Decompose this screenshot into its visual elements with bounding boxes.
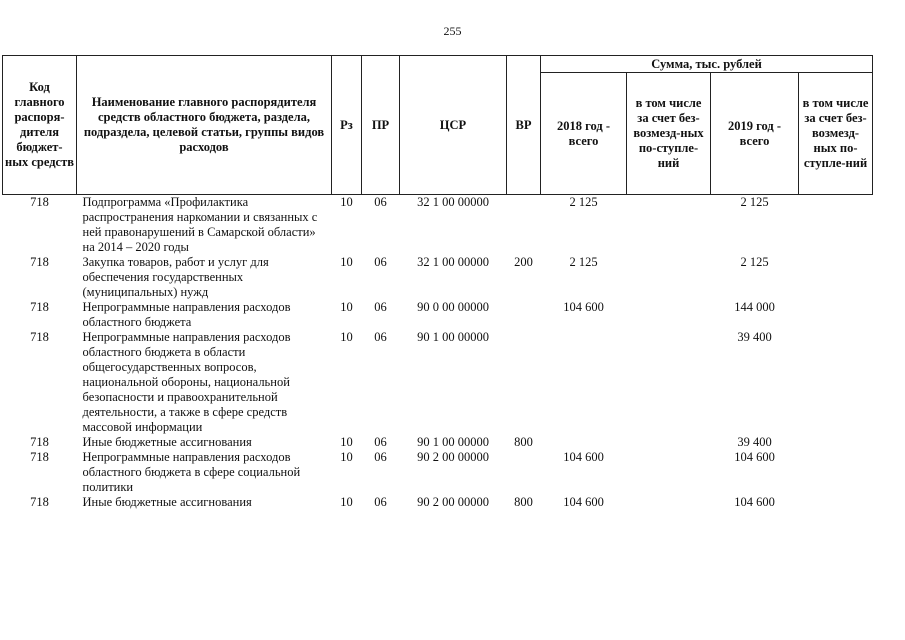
cell-csr: 32 1 00 00000 xyxy=(417,195,489,209)
cell-csr: 90 1 00 00000 xyxy=(417,435,489,449)
cell-2019-free xyxy=(799,450,873,495)
cell-2018-free xyxy=(627,450,711,495)
cell-pr: 06 xyxy=(374,195,387,209)
cell-csr: 90 2 00 00000 xyxy=(417,495,489,509)
cell-name: Подпрограмма «Профилактика распространения наркомании и связанных с ней правонарушений в Самарской области» на 2014 – 2020 годы xyxy=(82,195,318,254)
cell-2019-total: 144 000 xyxy=(734,300,775,314)
table-body xyxy=(3,195,873,511)
cell-name: Непрограммные направления расходов областного бюджета в области общегосударственных вопросов, национальной обороны, национальной безопасности и правоохранительной деятельности, а также в сфере средств массовой информации xyxy=(82,330,291,434)
cell-code: 718 xyxy=(30,195,49,209)
cell-2018-free xyxy=(627,435,711,450)
cell-pr: 06 xyxy=(374,450,387,464)
table-row xyxy=(3,195,873,256)
cell-code: 718 xyxy=(30,450,49,464)
cell-vr xyxy=(507,195,541,256)
table-row xyxy=(3,255,873,300)
cell-pr: 06 xyxy=(374,330,387,344)
cell-rz: 10 xyxy=(340,330,353,344)
cell-2018-total: 2 125 xyxy=(569,255,598,269)
cell-vr: 800 xyxy=(514,495,533,509)
cell-rz: 10 xyxy=(340,195,353,209)
cell-2019-free xyxy=(799,495,873,510)
cell-2019-total: 2 125 xyxy=(740,255,769,269)
cell-code: 718 xyxy=(30,300,49,314)
cell-2018-free xyxy=(627,495,711,510)
table-row xyxy=(3,330,873,435)
cell-2019-total: 104 600 xyxy=(734,495,775,509)
cell-pr: 06 xyxy=(374,300,387,314)
cell-pr: 06 xyxy=(374,255,387,269)
cell-name: Иные бюджетные ассигнования xyxy=(82,435,252,449)
cell-code: 718 xyxy=(30,495,49,509)
cell-2019-total: 39 400 xyxy=(737,330,772,344)
cell-csr: 90 2 00 00000 xyxy=(417,450,489,464)
header-csr: ЦСР xyxy=(400,56,507,195)
cell-2018-free xyxy=(627,300,711,330)
cell-2019-free xyxy=(799,195,873,256)
table-row xyxy=(3,435,873,450)
cell-name: Закупка товаров, работ и услуг для обеспечения государственных (муниципальных) нужд xyxy=(82,255,269,299)
cell-pr: 06 xyxy=(374,435,387,449)
header-2019-free: в том числе за счет без-возмезд-ных по-ступле-ний xyxy=(799,73,873,195)
cell-2019-free xyxy=(799,300,873,330)
table-header xyxy=(3,56,873,195)
cell-2019-total: 2 125 xyxy=(740,195,769,209)
cell-vr xyxy=(507,450,541,495)
header-name: Наименование главного распорядителя средств областного бюджета, раздела, подраздела, целевой статьи, группы видов расходов xyxy=(77,56,332,195)
cell-rz: 10 xyxy=(340,435,353,449)
cell-vr xyxy=(507,300,541,330)
budget-table xyxy=(2,55,873,510)
cell-rz: 10 xyxy=(340,300,353,314)
cell-2018-total: 104 600 xyxy=(563,495,604,509)
cell-name: Иные бюджетные ассигнования xyxy=(82,495,252,509)
table-row xyxy=(3,495,873,510)
header-rz: Рз xyxy=(332,56,362,195)
header-2018-free: в том числе за счет без-возмезд-ных по-ступле-ний xyxy=(627,73,711,195)
cell-vr xyxy=(507,330,541,435)
header-code: Код главного распоря-дителя бюджет-ных средств xyxy=(3,56,77,195)
header-vr: ВР xyxy=(507,56,541,195)
cell-csr: 90 0 00 00000 xyxy=(417,300,489,314)
cell-2018-total: 2 125 xyxy=(569,195,598,209)
cell-rz: 10 xyxy=(340,450,353,464)
cell-name: Непрограммные направления расходов областного бюджета в сфере социальной политики xyxy=(82,450,301,494)
cell-2018-total: 104 600 xyxy=(563,450,604,464)
cell-2019-free xyxy=(799,330,873,435)
page-number: 255 xyxy=(443,24,462,38)
cell-rz: 10 xyxy=(340,495,353,509)
header-sum: Сумма, тыс. рублей xyxy=(541,56,873,73)
cell-2018-free xyxy=(627,195,711,256)
header-2018-total: 2018 год - всего xyxy=(541,73,627,195)
cell-pr: 06 xyxy=(374,495,387,509)
header-2019-total: 2019 год - всего xyxy=(711,73,799,195)
cell-2018-total: 104 600 xyxy=(563,300,604,314)
table-row xyxy=(3,300,873,330)
table-row xyxy=(3,450,873,495)
cell-code: 718 xyxy=(30,330,49,344)
cell-code: 718 xyxy=(30,255,49,269)
cell-2019-free xyxy=(799,255,873,300)
cell-2018-total xyxy=(541,435,627,450)
cell-csr: 32 1 00 00000 xyxy=(417,255,489,269)
cell-name: Непрограммные направления расходов областного бюджета xyxy=(82,300,291,329)
header-pr: ПР xyxy=(362,56,400,195)
cell-csr: 90 1 00 00000 xyxy=(417,330,489,344)
cell-2018-free xyxy=(627,255,711,300)
cell-2019-total: 39 400 xyxy=(737,435,772,449)
cell-2018-total xyxy=(541,330,627,435)
cell-rz: 10 xyxy=(340,255,353,269)
cell-2019-free xyxy=(799,435,873,450)
cell-vr: 200 xyxy=(514,255,533,269)
cell-code: 718 xyxy=(30,435,49,449)
cell-2019-total: 104 600 xyxy=(734,450,775,464)
cell-vr: 800 xyxy=(514,435,533,449)
cell-2018-free xyxy=(627,330,711,435)
